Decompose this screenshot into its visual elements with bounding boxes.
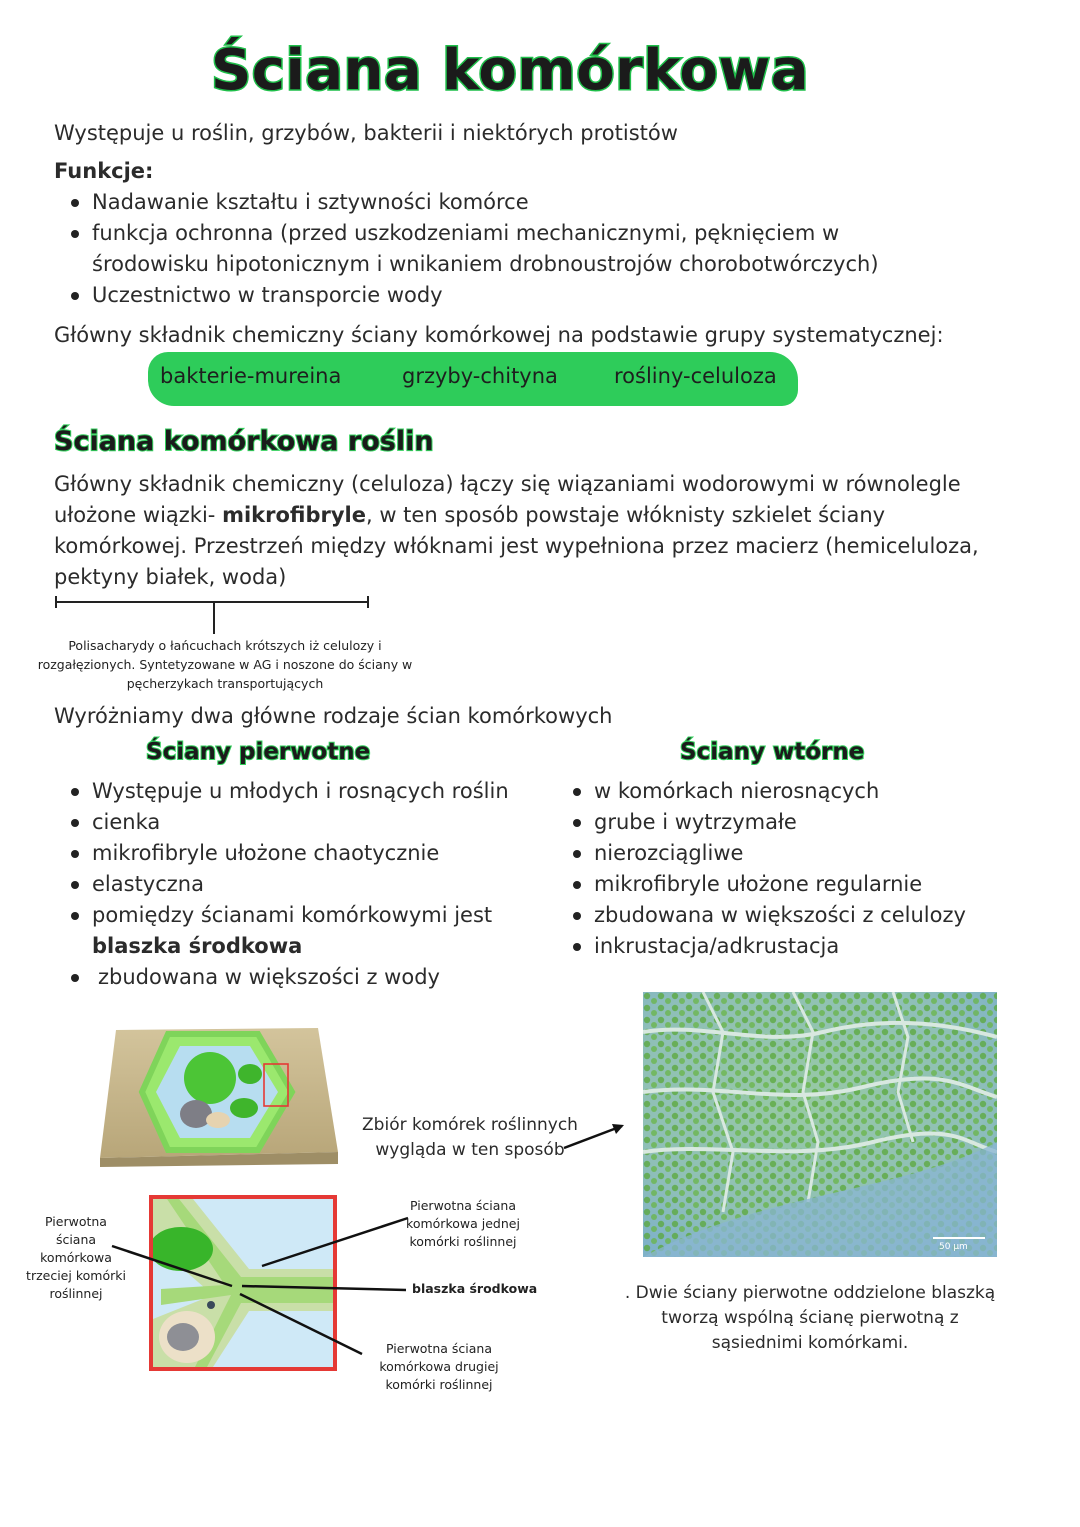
main-component-text: Główny składnik chemiczny ściany komórkowej na podstawie grupy systematycznej: (54, 323, 944, 347)
intro-text: Występuje u roślin, grzybów, bakterii i niektórych protistów (54, 121, 678, 145)
functions-list (54, 187, 954, 311)
plant-wall-heading: Ściana komórkowa roślin (54, 426, 434, 457)
list-item: elastyczna (54, 869, 524, 900)
list-item (54, 962, 524, 993)
list-item: Występuje u młodych i rosnących roślin (54, 776, 524, 807)
list-item: nierozciągliwe (556, 838, 1026, 869)
list-item: Nadawanie kształtu i sztywności komórce (54, 187, 954, 218)
bottom-caption: . Dwie ściany pierwotne oddzielone blaszką tworzą wspólną ścianę pierwotną z sąsiednimi komórkami. (624, 1283, 996, 1353)
component-bacteria: bakterie-mureina (160, 364, 342, 388)
cell-model-image (98, 1024, 340, 1168)
functions-heading: Funkcje: (54, 159, 154, 183)
plant-wall-text (54, 469, 984, 593)
list-item: cienka (54, 807, 524, 838)
label-middle-lamella: blaszka środkowa (412, 1281, 538, 1296)
list-item: mikrofibryle ułożone chaotycznie (54, 838, 524, 869)
middle-lamella-term: blaszka środkowa (92, 934, 303, 958)
list-item-text: zbudowana w większości z wody (98, 965, 440, 989)
primary-list (54, 776, 524, 993)
secondary-heading: Ściany wtórne (680, 739, 865, 765)
list-item: grube i wytrzymałe (556, 807, 1026, 838)
component-plants: rośliny-celuloza (614, 364, 777, 388)
plant-wall-text-2: , w ten sposób powstaje włóknisty szkielet ściany komórkowej. Przestrzeń między włóknami jest wypełniona przez macierz (hemiceluloza, pektyny białek, woda) (54, 503, 979, 589)
list-item: funkcja ochronna (przed uszkodzeniami mechanicznymi, pęknięciem w środowisku hipotonicznym i wnikaniem drobnoustrojów chorobotwórczych) (54, 218, 912, 280)
label-second-cell-wall: Pierwotna ściana komórkowa drugiej komórki roślinnej (379, 1341, 499, 1392)
list-item: Uczestnictwo w transporcie wody (54, 280, 954, 311)
list-item: zbudowana w większości z celulozy (556, 900, 1026, 931)
micrograph-image (643, 992, 997, 1257)
component-fungi: grzyby-chityna (402, 364, 558, 388)
components-highlight (148, 352, 798, 406)
page-title: Ściana komórkowa (210, 38, 810, 103)
primary-heading: Ściany pierwotne (146, 739, 371, 765)
types-intro: Wyróżniamy dwa główne rodzaje ścian komórkowych (54, 704, 613, 728)
microfibrils-term: mikrofibryle (222, 503, 366, 527)
plant-wall-text-1: Główny składnik chemiczny (celuloza) łączy się wiązaniami wodorowymi w równolegle ułożone wiązki- (54, 472, 961, 527)
list-item (54, 900, 524, 962)
matrix-note: Polisacharydy o łańcuchach krótszych iż celulozy i rozgałęzionych. Syntetyzowane w AG i noszone do ściany w pęcherzykach transportujących (37, 638, 413, 691)
scale-bar-label: 50 µm (939, 1242, 968, 1252)
secondary-list (556, 776, 1026, 962)
list-item: mikrofibryle ułożone regularnie (556, 869, 1026, 900)
list-item-text: pomiędzy ścianami komórkowymi jest (92, 903, 493, 927)
list-item: inkrustacja/adkrustacja (556, 931, 1026, 962)
micrograph-drawing (643, 992, 997, 1257)
matrix-bracket (50, 592, 380, 640)
label-third-cell-wall: Pierwotna ściana komórkowa trzeciej komórki roślinnej (26, 1214, 126, 1301)
label-first-cell-wall: Pierwotna ściana komórkowa jednej komórki roślinnej (406, 1198, 520, 1249)
collection-caption: Zbiór komórek roślinnych wygląda w ten sposób (362, 1115, 578, 1160)
list-item: w komórkach nierosnących (556, 776, 1026, 807)
